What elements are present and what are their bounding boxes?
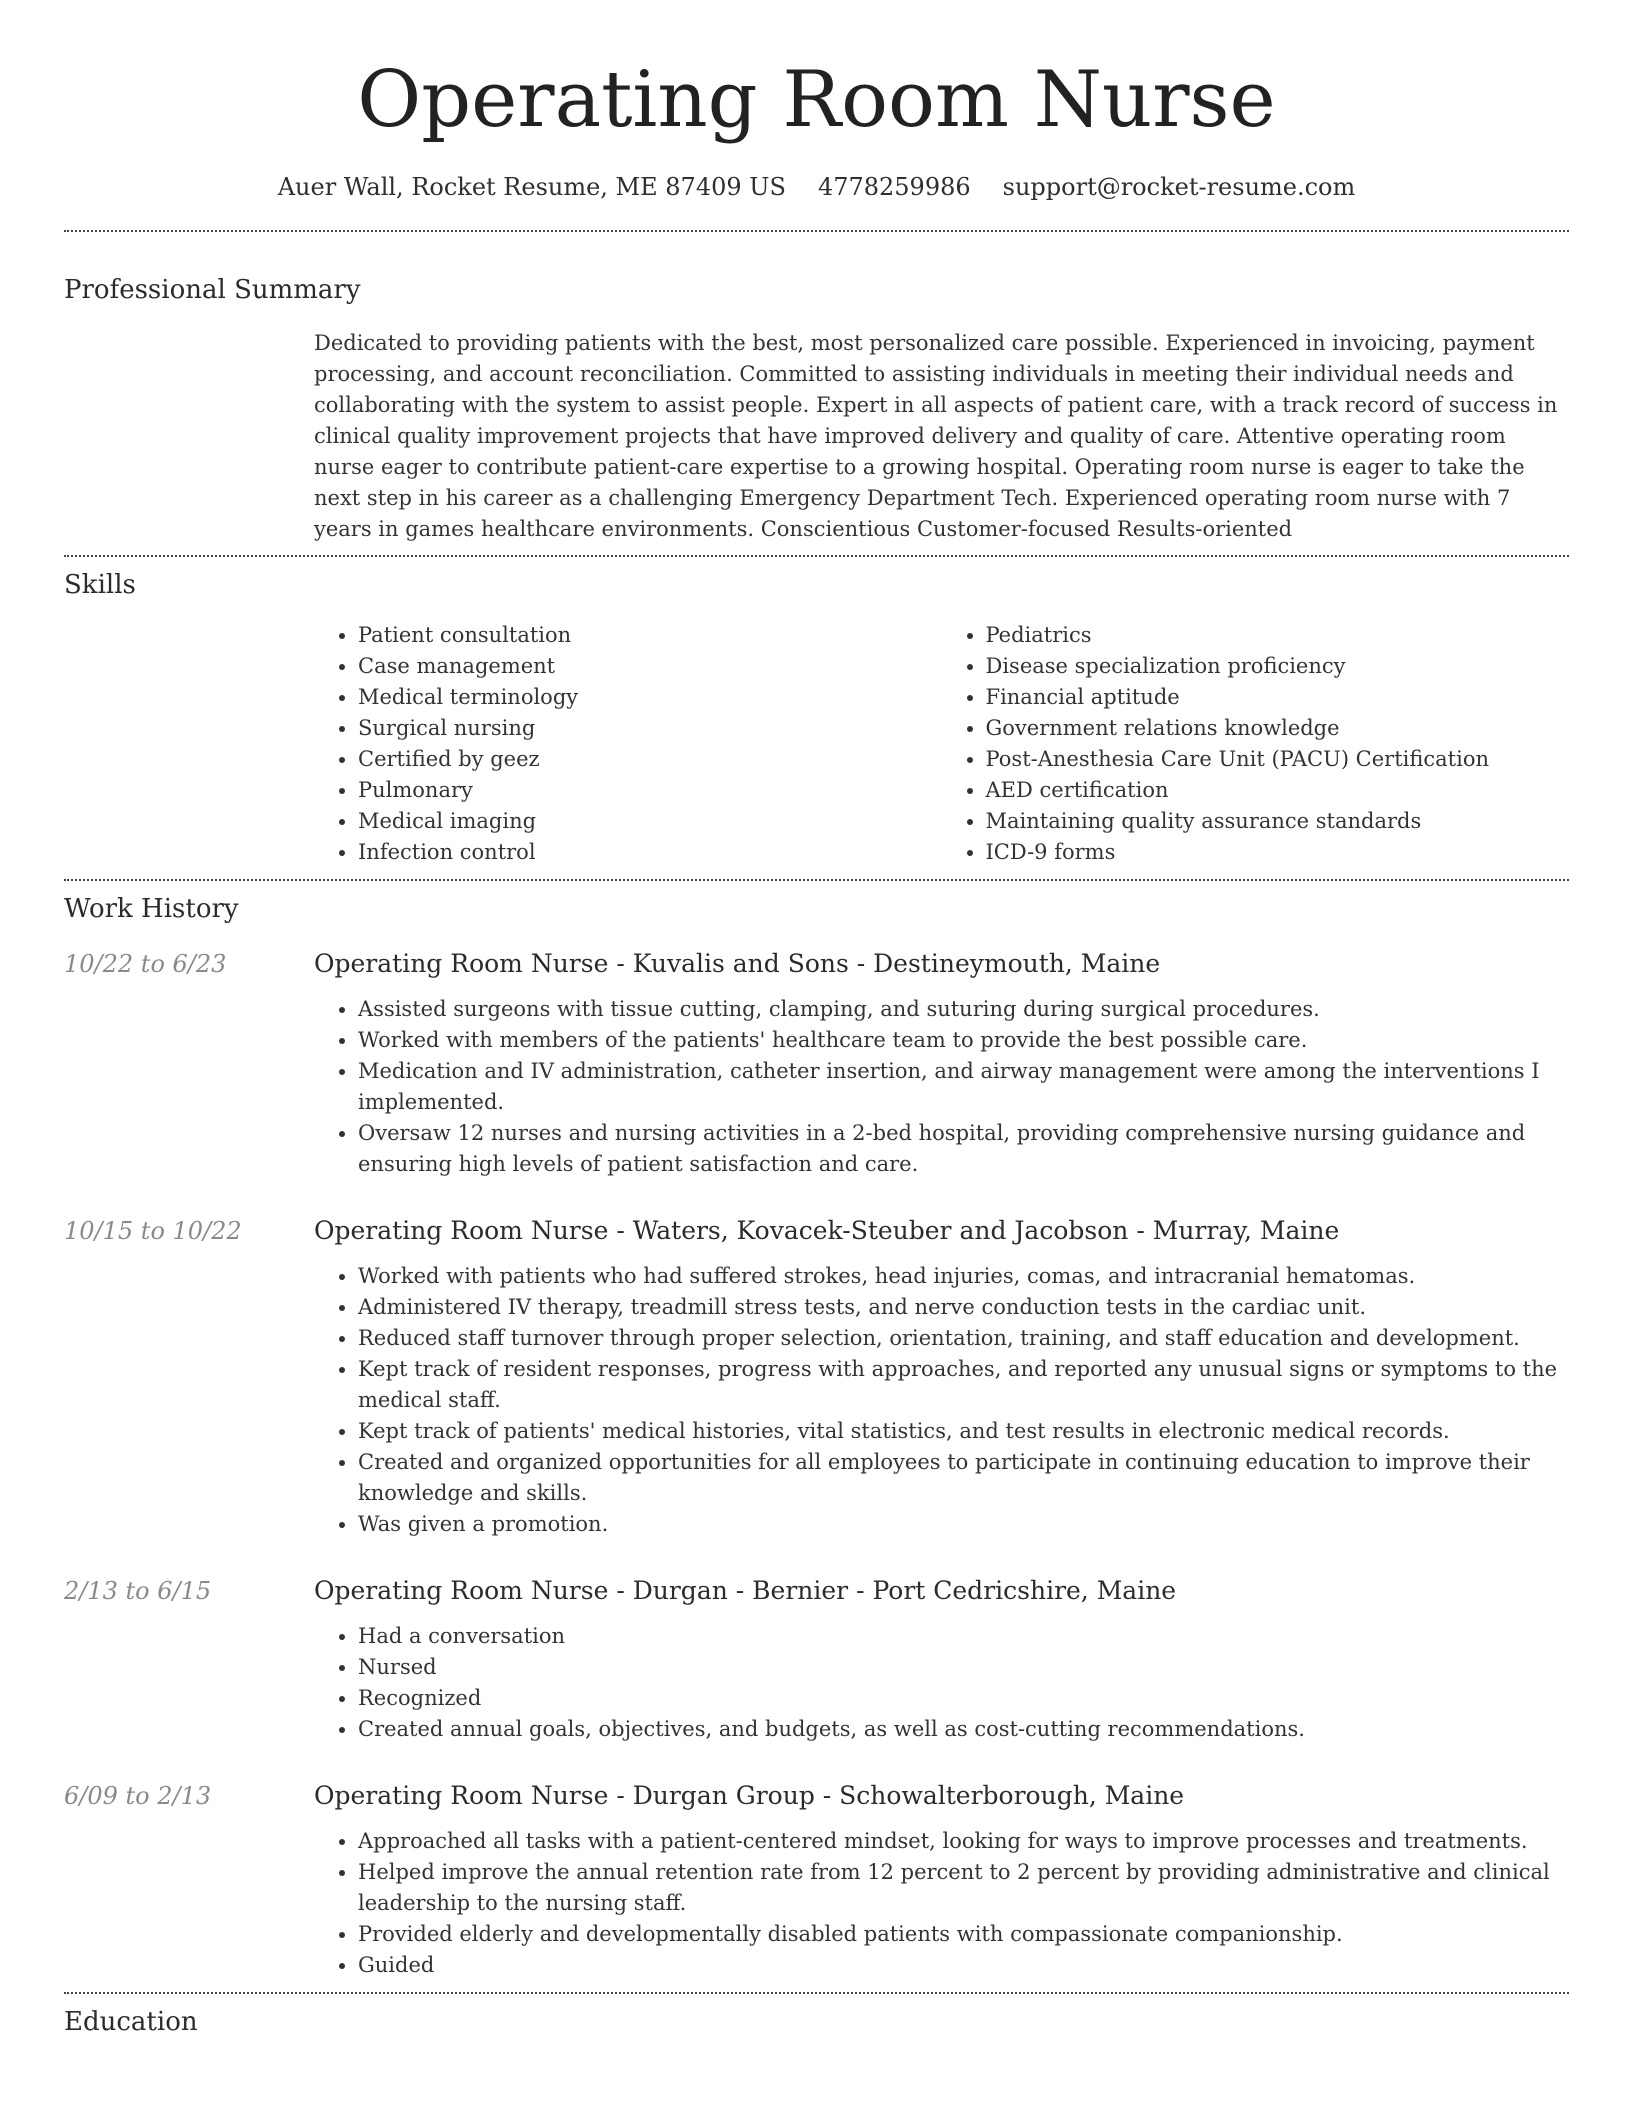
skill-item: • Pediatrics	[986, 620, 1570, 651]
skill-item: • AED certification	[986, 775, 1570, 806]
skills-section	[64, 567, 1569, 868]
skill-item: • Post-Anesthesia Care Unit (PACU) Certification	[986, 744, 1570, 775]
section-title-work: Work History	[64, 894, 239, 924]
skill-item: • Pulmonary	[358, 775, 942, 806]
job-entry	[64, 947, 1569, 1180]
job-dates: 10/15 to 10/22	[64, 1217, 242, 1245]
job-list	[64, 947, 1569, 1981]
job-bullet: • Approached all tasks with a patient-centered mindset, looking for ways to improve processes and treatments.	[358, 1826, 1569, 1857]
job-bullet: • Recognized	[358, 1683, 1569, 1714]
job-title: Operating Room Nurse - Durgan Group - Schowalterborough, Maine	[314, 1781, 1185, 1810]
divider	[64, 555, 1569, 557]
job-bullet: • Reduced staff turnover through proper selection, orientation, training, and staff education and development.	[358, 1323, 1569, 1354]
job-details	[314, 947, 1569, 1180]
skills-grid	[314, 620, 1569, 868]
skill-item: • Medical terminology	[358, 682, 942, 713]
section-title-education: Education	[64, 2007, 198, 2037]
section-title-skills: Skills	[64, 570, 136, 600]
job-bullet: • Administered IV therapy, treadmill stress tests, and nerve conduction tests in the cardiac unit.	[358, 1292, 1569, 1323]
skill-item: • Case management	[358, 651, 942, 682]
skill-item: • Certified by geez	[358, 744, 942, 775]
resume-name: Operating Room Nurse	[357, 55, 1276, 145]
divider	[64, 230, 1569, 232]
job-entry	[64, 1214, 1569, 1540]
education-section	[64, 2004, 1569, 2040]
divider	[64, 879, 1569, 881]
job-details	[314, 1779, 1569, 1981]
job-title: Operating Room Nurse - Durgan - Bernier - Port Cedricshire, Maine	[314, 1576, 1177, 1605]
skill-item: • Disease specialization proficiency	[986, 651, 1570, 682]
skill-item: • Patient consultation	[358, 620, 942, 651]
divider	[64, 1992, 1569, 1994]
contact-line	[64, 170, 1569, 204]
job-bullet: • Created and organized opportunities for all employees to participate in continuing education to improve their knowledge and skills.	[358, 1447, 1569, 1509]
job-details	[314, 1574, 1569, 1745]
skill-item: • Medical imaging	[358, 806, 942, 837]
job-dates: 2/13 to 6/15	[64, 1577, 212, 1605]
job-bullet: • Nursed	[358, 1652, 1569, 1683]
job-bullet: • Created annual goals, objectives, and budgets, as well as cost-cutting recommendations.	[358, 1714, 1569, 1745]
skills-list-right	[942, 620, 1570, 868]
job-bullet: • Had a conversation	[358, 1621, 1569, 1652]
job-entry	[64, 1779, 1569, 1981]
job-bullet: • Medication and IV administration, catheter insertion, and airway management were among the interventions I implemented.	[358, 1056, 1569, 1118]
job-bullet: • Worked with patients who had suffered strokes, head injuries, comas, and intracranial hematomas.	[358, 1261, 1569, 1292]
skills-list-left	[314, 620, 942, 868]
job-bullet: • Helped improve the annual retention rate from 12 percent to 2 percent by providing administrative and clinical leadership to the nursing staff.	[358, 1857, 1569, 1919]
job-bullet: • Assisted surgeons with tissue cutting, clamping, and suturing during surgical procedures.	[358, 994, 1569, 1025]
job-dates: 10/22 to 6/23	[64, 950, 227, 978]
job-bullet: • Kept track of resident responses, progress with approaches, and reported any unusual signs or symptoms to the medical staff.	[358, 1354, 1569, 1416]
skill-item: • Infection control	[358, 837, 942, 868]
job-bullet: • Oversaw 12 nurses and nursing activities in a 2-bed hospital, providing comprehensive nursing guidance and ensuring high levels of patient satisfaction and care.	[358, 1118, 1569, 1180]
skill-item: • Maintaining quality assurance standards	[986, 806, 1570, 837]
summary-text: Dedicated to providing patients with the best, most personalized care possible. Experienced in invoicing, payment processing, and account reconciliation. Committed to assisting individuals in meeting their individual needs and collaborating with the system to assist people. Expert in all aspects of patient care, with a track record of success in clinical quality improvement projects that have improved delivery and quality of care. Attentive operating room nurse eager to contribute patient-care expertise to a growing hospital. Operating room nurse is eager to take the next step in his career as a challenging Emergency Department Tech. Experienced operating room nurse with 7 years in games healthcare environments. Conscientious Customer-focused Results-oriented	[314, 331, 1558, 541]
job-details	[314, 1214, 1569, 1540]
contact-phone: 4778259986	[817, 173, 971, 201]
summary-section	[64, 272, 1569, 545]
resume-page	[64, 0, 1569, 2040]
job-dates: 6/09 to 2/13	[64, 1782, 212, 1810]
skill-item: • ICD-9 forms	[986, 837, 1570, 868]
skill-item: • Surgical nursing	[358, 713, 942, 744]
contact-email: support@rocket-resume.com	[1002, 173, 1356, 201]
job-bullets	[314, 1621, 1569, 1745]
job-bullets	[314, 1826, 1569, 1981]
skill-item: • Government relations knowledge	[986, 713, 1570, 744]
job-bullet: • Was given a promotion.	[358, 1509, 1569, 1540]
job-bullet: • Provided elderly and developmentally disabled patients with compassionate companionship.	[358, 1919, 1569, 1950]
contact-address: Auer Wall, Rocket Resume, ME 87409 US	[277, 173, 786, 201]
job-bullet: • Worked with members of the patients' healthcare team to provide the best possible care.	[358, 1025, 1569, 1056]
job-entry	[64, 1574, 1569, 1745]
job-title: Operating Room Nurse - Waters, Kovacek-Steuber and Jacobson - Murray, Maine	[314, 1216, 1340, 1245]
work-section	[64, 891, 1569, 1981]
job-bullet: • Kept track of patients' medical histories, vital statistics, and test results in electronic medical records.	[358, 1416, 1569, 1447]
section-title-summary: Professional Summary	[64, 275, 361, 305]
job-title: Operating Room Nurse - Kuvalis and Sons - Destineymouth, Maine	[314, 949, 1161, 978]
job-bullets	[314, 1261, 1569, 1540]
job-bullets	[314, 994, 1569, 1180]
skill-item: • Financial aptitude	[986, 682, 1570, 713]
job-bullet: • Guided	[358, 1950, 1569, 1981]
